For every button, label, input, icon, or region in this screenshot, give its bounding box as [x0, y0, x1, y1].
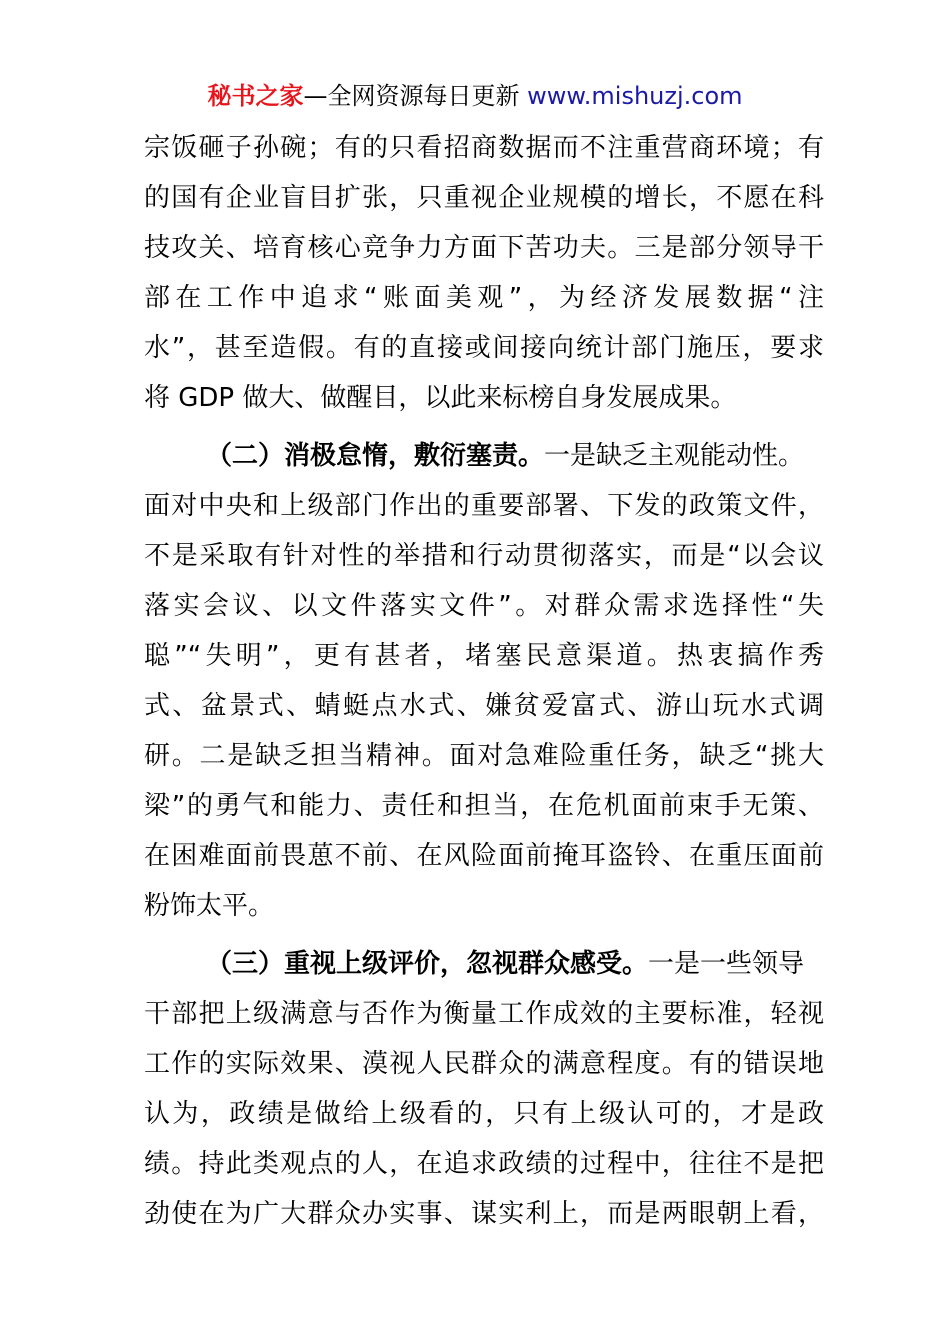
paragraph-1: [144, 123, 824, 423]
text-line: 粉饰太平。: [144, 891, 275, 921]
text-line: 水”，甚至造假。有的直接或间接向统计部门施压，要求: [144, 333, 824, 363]
section-heading: （二）消极怠惰，敷衍塞责。: [206, 441, 545, 471]
text-line: 梁”的勇气和能力、责任和担当，在危机面前束手无策、: [144, 791, 824, 821]
text-line: 认为，政绩是做给上级看的，只有上级认可的，才是政: [144, 1099, 824, 1129]
text-line: 干部把上级满意与否作为衡量工作成效的主要标准，轻视: [144, 999, 824, 1029]
text-line: 宗饭砸子孙碗；有的只看招商数据而不注重营商环境；有: [144, 133, 824, 163]
text-line: 部在工作中追求“账面美观”，为经济发展数据“注: [144, 283, 824, 313]
paragraph-3: [144, 939, 824, 1239]
site-url: www.mishuzj.com: [527, 82, 743, 110]
text-line: 聪”“失明”，更有甚者，堵塞民意渠道。热衷搞作秀: [144, 641, 824, 671]
text-line: 研。二是缺乏担当精神。面对急难险重任务，缺乏“挑大: [144, 741, 824, 771]
text-line: 不是采取有针对性的举措和行动贯彻落实，而是“以会议: [144, 541, 824, 571]
document-body: [144, 123, 824, 1239]
paragraph-first-line: [144, 431, 824, 481]
text-line: 的国有企业盲目扩张，只重视企业规模的增长，不愿在科: [144, 183, 824, 213]
text-line: 面对中央和上级部门作出的重要部署、下发的政策文件，: [144, 491, 824, 521]
paragraph-2: [144, 431, 824, 931]
text-line: 在困难面前畏葸不前、在风险面前掩耳盗铃、在重压面前: [144, 841, 824, 871]
text-line: 将 GDP 做大、做醒目，以此来标榜自身发展成果。: [144, 383, 737, 413]
text-line: 式、盆景式、蜻蜓点水式、嫌贫爱富式、游山玩水式调: [144, 691, 824, 721]
text-line: 技攻关、培育核心竞争力方面下苦功夫。三是部分领导干: [144, 233, 824, 263]
site-watermark-header: [0, 80, 950, 112]
text-span: 一是缺乏主观能动性。: [544, 441, 805, 471]
text-line: 工作的实际效果、漠视人民群众的满意程度。有的错误地: [144, 1049, 824, 1079]
section-heading: （三）重视上级评价，忽视群众感受。: [206, 949, 649, 979]
site-tagline: —全网资源每日更新: [303, 82, 528, 110]
paragraph-first-line: [144, 939, 824, 989]
site-brand: 秘书之家: [207, 82, 304, 110]
text-line: 劲使在为广大群众办实事、谋实利上，而是两眼朝上看，: [144, 1199, 824, 1229]
text-span: 一是一些领导: [648, 949, 805, 979]
text-line: 落实会议、以文件落实文件”。对群众需求选择性“失: [144, 591, 824, 621]
text-line: 绩。持此类观点的人，在追求政绩的过程中，往往不是把: [144, 1149, 824, 1179]
